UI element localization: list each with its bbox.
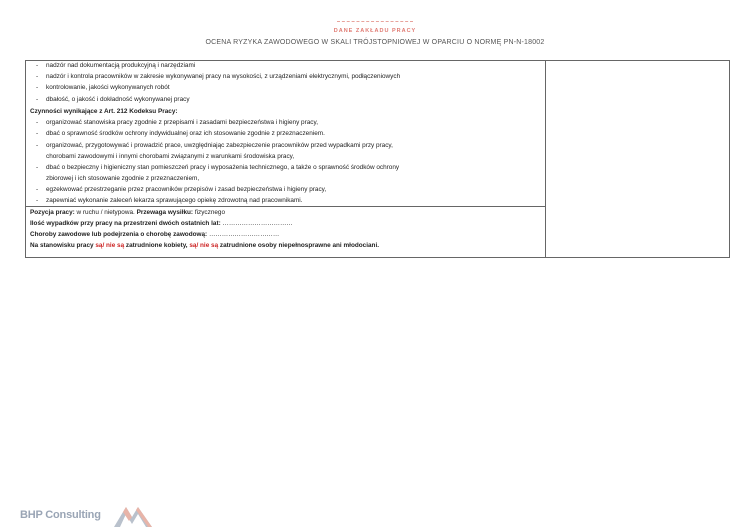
employment-text: Na stanowisku pracy: [30, 242, 96, 249]
diseases-line: [30, 231, 279, 239]
bullet-mark: -: [36, 73, 39, 80]
logo-mountain-icon: [112, 505, 154, 527]
art212-item: organizować, przygotowywać i prowadzić prace, uwzględniając zabezpieczenie pracowników przed wypadkami przy pracy,: [46, 142, 393, 149]
art212-item: organizować stanowiska pracy zgodnie z przepisami i zasadami bezpieczeństwa i higieny pracy,: [46, 119, 318, 126]
work-position-line: [30, 209, 225, 217]
art212-heading: Czynności wynikające z Art. 212 Kodeksu Pracy:: [30, 108, 178, 115]
document-title: OCENA RYZYKA ZAWODOWEGO W SKALI TRÓJSTOPNIOWEJ W OPARCIU O NORMĘ PN-N-18002: [205, 39, 545, 46]
diseases-value: ……………………………: [207, 231, 280, 238]
bullet-mark: -: [36, 96, 39, 103]
effort-label: Przewaga wysiłku:: [136, 209, 194, 216]
company-header: DANE ZAKŁADU PRACY: [333, 28, 417, 34]
header-divider: [337, 21, 413, 22]
description-column: [26, 61, 546, 257]
duty-item: kontrolowanie, jakości wykonywanych robót: [46, 84, 170, 91]
bullet-mark: -: [36, 197, 39, 204]
duty-item: dbałość, o jakość i dokładność wykonywanej pracy: [46, 96, 190, 103]
bullet-mark: -: [36, 119, 39, 126]
art212-item: dbać o sprawność środków ochrony indywidualnej oraz ich stosowanie zgodnie z przeznaczeniem.: [46, 130, 325, 137]
duty-item: nadzór i kontrola pracowników w zakresie wykonywanej pracy na wysokości, z urządzeniami elektrycznymi, podłączeniowych: [46, 73, 401, 80]
art212-item: zapewniać wykonanie zaleceń lekarza sprawującego opiekę zdrowotną nad pracownikami.: [46, 197, 303, 204]
logo-text: BHP Consulting: [20, 509, 101, 521]
women-option: są/ nie są: [95, 242, 125, 249]
employment-line: [30, 242, 379, 250]
art212-item-continued: zbiorowej i ich stosowanie zgodnie z przeznaczeniem,: [46, 175, 200, 182]
accidents-label: Ilość wypadków przy pracy na przestrzeni dwóch ostatnich lat:: [30, 220, 221, 227]
art212-item-continued: chorobami zawodowymi i innymi chorobami związanymi z warunkami środowiska pracy,: [46, 153, 295, 160]
assessment-table: [25, 60, 730, 258]
bullet-mark: -: [36, 142, 39, 149]
empty-column: [546, 61, 729, 257]
accidents-value: ……………………………: [220, 220, 293, 227]
art212-item: egzekwować przestrzeganie przez pracowników przepisów i zasad bezpieczeństwa i higieny pracy,: [46, 186, 327, 193]
disabled-option: są/ nie są: [189, 242, 219, 249]
bullet-mark: -: [36, 130, 39, 137]
effort-value: fizycznego: [193, 209, 226, 216]
duty-item: nadzór nad dokumentacją produkcyjną i narzędziami: [46, 62, 196, 69]
employment-text: zatrudnione kobiety,: [124, 242, 190, 249]
bullet-mark: -: [36, 62, 39, 69]
accidents-line: [30, 220, 293, 228]
bullet-mark: -: [36, 164, 39, 171]
art212-item: dbać o bezpieczny i higieniczny stan pomieszczeń pracy i wyposażenia technicznego, a także o sprawność środków ochrony: [46, 164, 400, 171]
bullet-mark: -: [36, 84, 39, 91]
duties-section: [26, 61, 545, 207]
position-value: w ruchu / nietypowa.: [74, 209, 137, 216]
employment-text: zatrudnione osoby niepełnosprawne ani młodociani.: [218, 242, 379, 249]
position-label: Pozycja pracy:: [30, 209, 75, 216]
diseases-label: Choroby zawodowe lub podejrzenia o chorobę zawodową:: [30, 231, 208, 238]
bullet-mark: -: [36, 186, 39, 193]
company-logo: [20, 505, 160, 527]
